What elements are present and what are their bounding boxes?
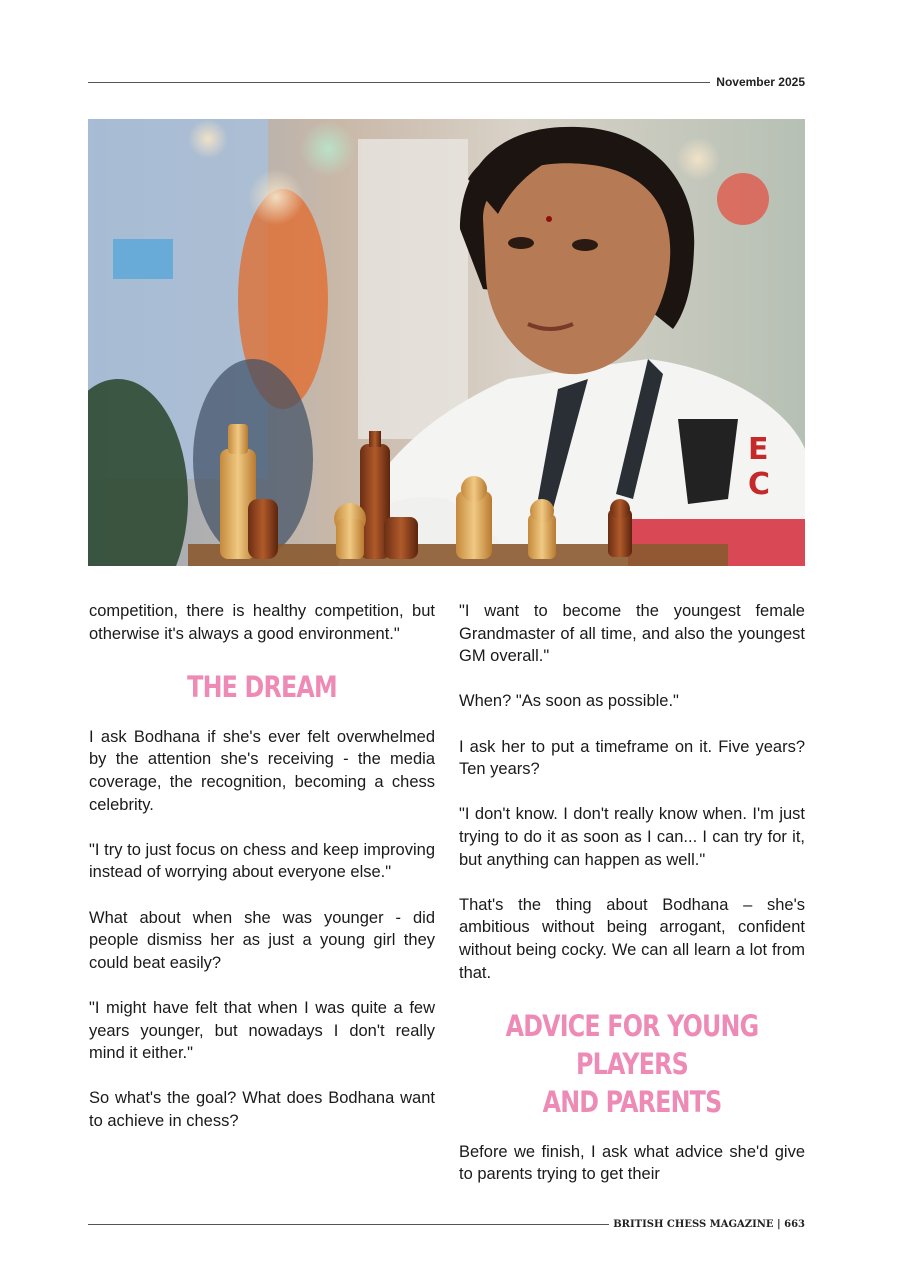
page-header (88, 74, 805, 90)
page-footer (88, 1216, 805, 1232)
heading-line: ADVICE FOR YOUNG PLAYERS (505, 1008, 759, 1081)
section-heading-the-dream: THE DREAM (187, 669, 337, 704)
paragraph: Before we finish, I ask what advice she'd give to parents trying to get their (459, 1142, 805, 1184)
paragraph: That's the thing about Bodhana – she's ambitious without being arrogant, confident without being cocky. We can all learn a lot from that. (459, 895, 805, 982)
left-column (89, 600, 435, 1132)
section-heading-advice (490, 1007, 774, 1121)
paragraph: competition, there is healthy competition, but otherwise it's always a good environment." (89, 602, 435, 643)
paragraph: I ask her to put a timeframe on it. Five years? Ten years? (459, 737, 805, 779)
paragraph: "I want to become the youngest female Grandmaster of all time, and also the youngest GM overall." (459, 602, 805, 666)
heading-line: AND PARENTS (542, 1084, 722, 1119)
svg-text:C: C (748, 467, 771, 502)
svg-text:E: E (748, 432, 769, 467)
right-column (459, 600, 805, 1186)
article-photo (88, 119, 805, 566)
paragraph: When? "As soon as possible." (459, 692, 679, 711)
paragraph: "I don't know. I don't really know when. I'm just trying to do it as soon as I can... I can try for it, but anything can happen as well." (459, 805, 805, 869)
footer-rule (88, 1224, 609, 1225)
paragraph: I ask Bodhana if she's ever felt overwhelmed by the attention she's receiving - the media coverage, the recognition, becoming a chess celebrity. (89, 727, 435, 814)
magazine-page-number: BRITISH CHESS MAGAZINE | 663 (613, 1218, 805, 1230)
paragraph: What about when she was younger - did people dismiss her as just a young girl they could beat easily? (89, 908, 435, 972)
header-rule (88, 82, 710, 83)
paragraph: "I might have felt that when I was quite a few years younger, but nowadays I don't really mind it either." (89, 998, 435, 1063)
paragraph: "I try to just focus on chess and keep improving instead of worrying about everyone else." (89, 840, 435, 882)
photo-illustration (88, 119, 805, 566)
paragraph: So what's the goal? What does Bodhana want to achieve in chess? (89, 1089, 435, 1130)
issue-date: November 2025 (716, 75, 805, 89)
